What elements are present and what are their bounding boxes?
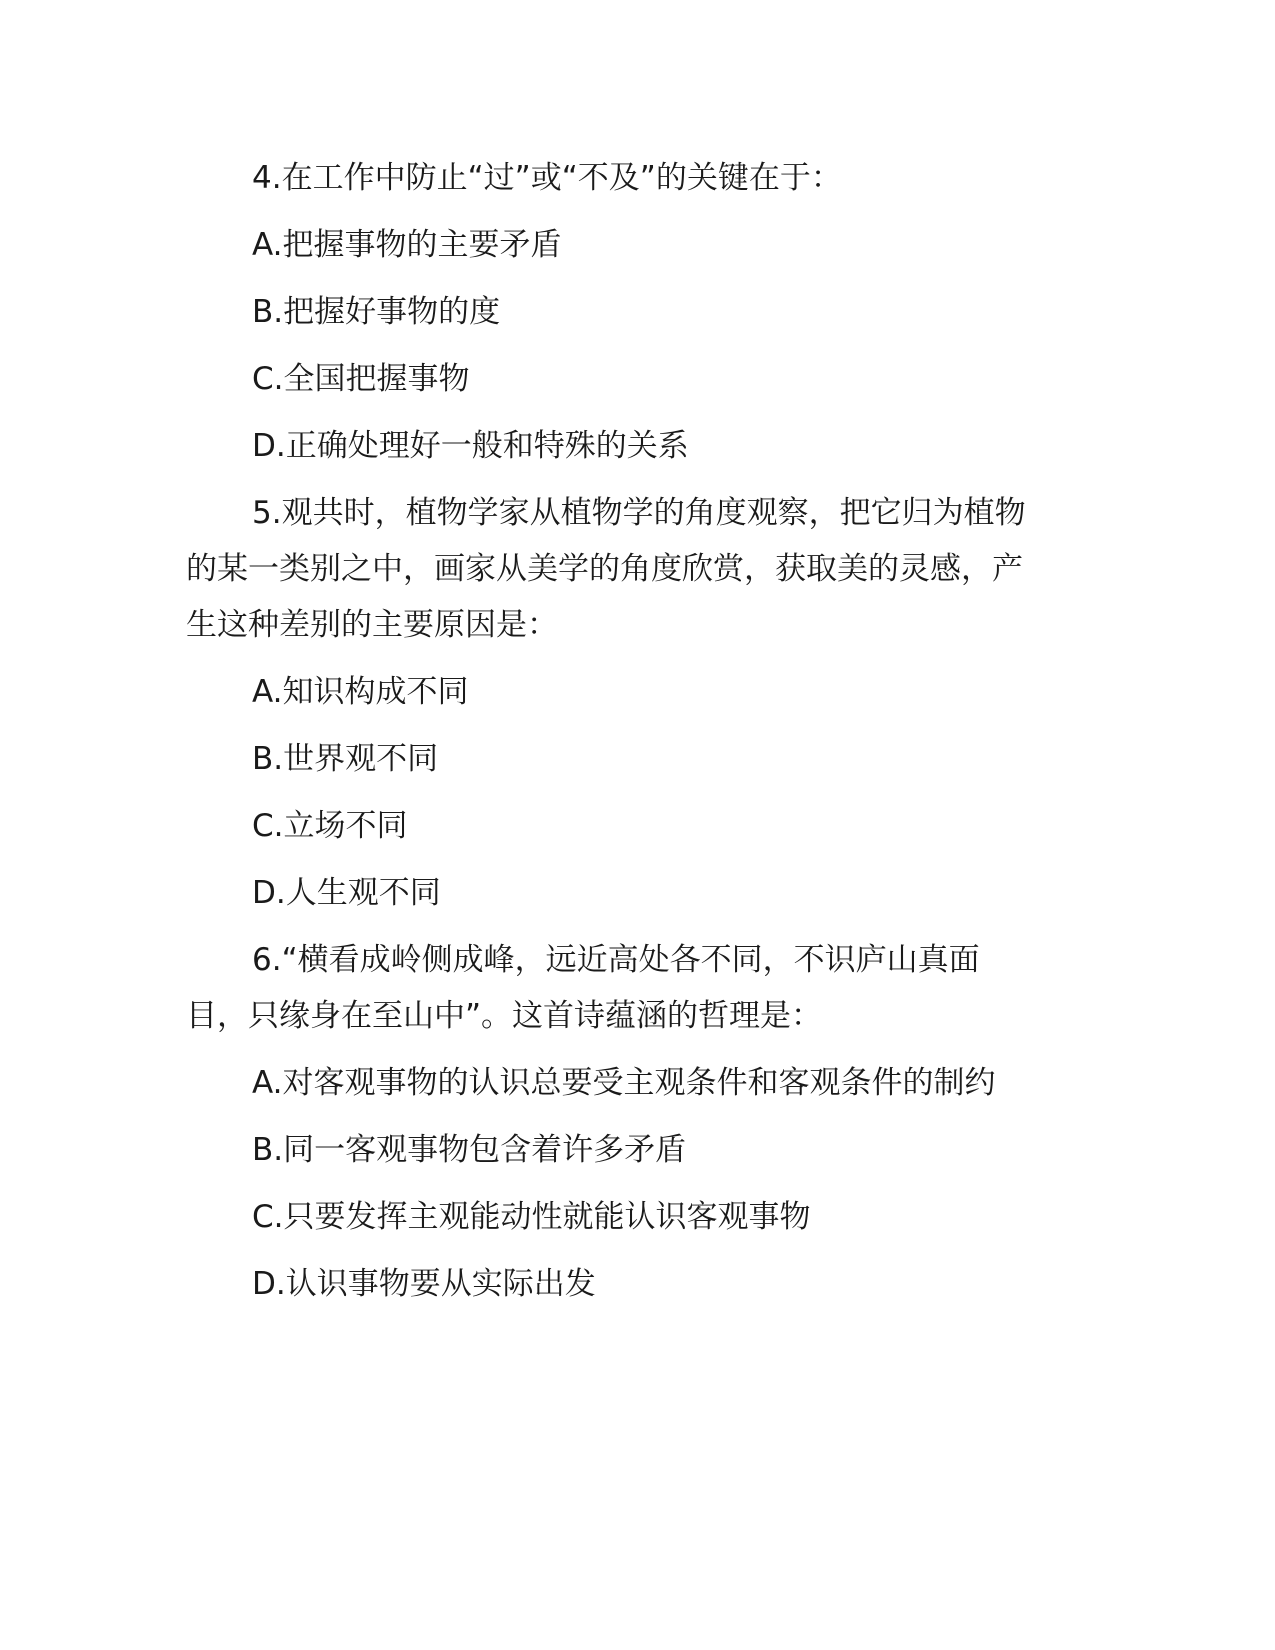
question-5-option-d: D.人生观不同 xyxy=(252,875,441,911)
question-4-option-c: C.全国把握事物 xyxy=(252,361,470,397)
question-6-option-c: C.只要发挥主观能动性就能认识客观事物 xyxy=(252,1199,811,1235)
question-6-stem-line-2: 目，只缘身在至山中”。这首诗蕴涵的哲理是： xyxy=(186,998,823,1034)
question-4-option-d: D.正确处理好一般和特殊的关系 xyxy=(252,428,689,464)
question-5-option-a: A.知识构成不同 xyxy=(252,674,469,710)
question-4-stem: 4.在工作中防止“过”或“不及”的关键在于： xyxy=(252,160,842,196)
question-5-stem-line-2: 的某一类别之中，画家从美学的角度欣赏，获取美的灵感，产 xyxy=(186,551,1023,587)
question-5-option-b: B.世界观不同 xyxy=(252,741,439,777)
question-6-option-d: D.认识事物要从实际出发 xyxy=(252,1266,596,1302)
question-5-stem-line-3: 生这种差别的主要原因是： xyxy=(186,607,558,643)
question-5-stem-line-1: 5.观共时，植物学家从植物学的角度观察，把它归为植物 xyxy=(252,495,1026,531)
question-5-option-c: C.立场不同 xyxy=(252,808,408,844)
question-6-option-a: A.对客观事物的认识总要受主观条件和客观条件的制约 xyxy=(252,1065,996,1101)
question-6-option-b: B.同一客观事物包含着许多矛盾 xyxy=(252,1132,687,1168)
question-6-stem-line-1: 6.“横看成岭侧成峰，远近高处各不同，不识庐山真面 xyxy=(252,942,980,978)
question-4-option-b: B.把握好事物的度 xyxy=(252,294,501,330)
question-4-option-a: A.把握事物的主要矛盾 xyxy=(252,227,562,263)
